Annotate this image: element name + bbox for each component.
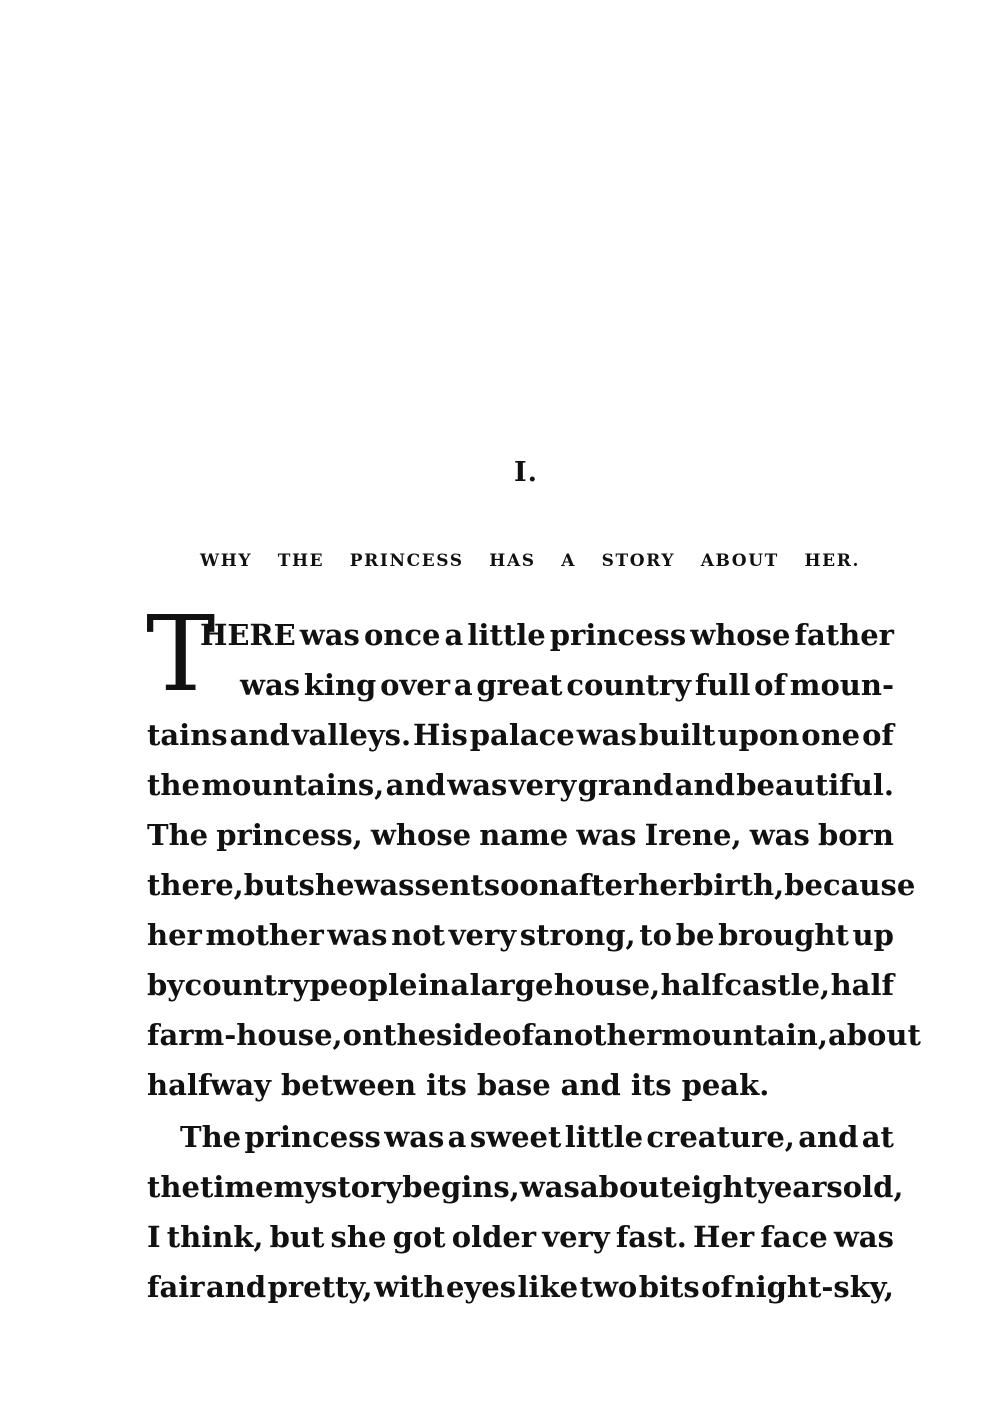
- word: its: [426, 1068, 467, 1102]
- word: princess: [549, 618, 687, 652]
- word: upon: [717, 718, 800, 752]
- word: face: [760, 1220, 828, 1254]
- word: begins,: [402, 1170, 520, 1204]
- word: mountains,: [201, 768, 385, 802]
- word: but: [269, 1220, 325, 1254]
- word: older: [451, 1220, 537, 1254]
- word: about: [827, 1018, 921, 1052]
- word: was: [354, 868, 415, 902]
- text-line: [147, 968, 894, 1008]
- word: moun-: [789, 668, 894, 702]
- word: valleys.: [291, 718, 412, 752]
- word: whose: [690, 618, 791, 652]
- word: was: [833, 1220, 894, 1254]
- word: my: [273, 1170, 322, 1204]
- word: and: [674, 768, 735, 802]
- word: she: [330, 1220, 387, 1254]
- word: years: [757, 1170, 843, 1204]
- word: of: [701, 1270, 734, 1304]
- word: HERE: [200, 618, 296, 652]
- word: a: [447, 1120, 467, 1154]
- text-line: [147, 768, 894, 808]
- word: grand: [577, 768, 674, 802]
- word: and: [206, 1270, 267, 1304]
- word: whose: [370, 818, 472, 852]
- word: to: [639, 918, 673, 952]
- text-line: [147, 1018, 921, 1058]
- word: was: [576, 818, 637, 852]
- word: a: [450, 968, 470, 1002]
- word: pretty,: [267, 1270, 373, 1304]
- word: over: [380, 668, 451, 702]
- chapter-title-word: PRINCESS: [349, 551, 464, 571]
- drop-cap: T: [146, 593, 216, 715]
- word: halfway: [147, 1068, 271, 1102]
- word: once: [363, 618, 441, 652]
- word: built: [638, 718, 716, 752]
- word: peak.: [681, 1068, 770, 1102]
- word: large: [469, 968, 554, 1002]
- chapter-title-word: A: [561, 551, 577, 571]
- word: princess: [244, 1120, 381, 1154]
- word: sent: [414, 868, 484, 902]
- word: The: [180, 1120, 242, 1154]
- word: was: [576, 718, 637, 752]
- word: His: [413, 718, 468, 752]
- word: a: [444, 618, 464, 652]
- word: farm-house,: [147, 1018, 343, 1052]
- word: like: [517, 1270, 579, 1304]
- word: her: [147, 918, 202, 952]
- word: and: [229, 718, 290, 752]
- word: was: [240, 668, 301, 702]
- word: half: [660, 968, 725, 1002]
- chapter-title-word: HAS: [489, 551, 536, 571]
- word: very: [542, 1220, 610, 1254]
- word: birth,: [693, 868, 785, 902]
- word: and: [385, 768, 446, 802]
- word: because: [784, 868, 916, 902]
- word: sweet: [469, 1120, 562, 1154]
- chapter-title-word: HER.: [804, 551, 860, 571]
- word: between: [280, 1068, 417, 1102]
- word: her: [638, 868, 694, 902]
- word: I: [147, 1220, 161, 1254]
- word: got: [392, 1220, 446, 1254]
- word: with: [374, 1270, 445, 1304]
- word: eyes: [445, 1270, 517, 1304]
- word: time: [199, 1170, 274, 1204]
- word: the: [147, 768, 200, 802]
- word: soon: [483, 868, 560, 902]
- word: little: [564, 1120, 644, 1154]
- word: very: [448, 918, 517, 952]
- text-line: [147, 718, 894, 758]
- word: old,: [842, 1170, 904, 1204]
- word: was: [519, 1170, 580, 1204]
- word: name: [479, 818, 569, 852]
- word: up: [852, 918, 894, 952]
- text-line: [147, 1170, 904, 1210]
- word: the: [147, 1170, 200, 1204]
- word: fast.: [615, 1220, 687, 1254]
- word: of: [502, 1018, 534, 1052]
- word: The: [147, 818, 209, 852]
- word: father: [794, 618, 894, 652]
- word: two: [579, 1270, 638, 1304]
- word: and: [798, 1120, 859, 1154]
- word: she: [298, 868, 355, 902]
- word: be: [675, 918, 715, 952]
- word: the: [383, 1018, 437, 1052]
- text-line: [180, 1120, 894, 1160]
- word: side: [436, 1018, 503, 1052]
- word: after: [559, 868, 639, 902]
- word: of: [754, 668, 786, 702]
- word: princess,: [216, 818, 363, 852]
- word: castle,: [724, 968, 831, 1002]
- word: country: [566, 668, 692, 702]
- word: was: [749, 818, 810, 852]
- word: very: [508, 768, 577, 802]
- word: about: [579, 1170, 673, 1204]
- word: little: [467, 618, 546, 652]
- chapter-title-word: THE: [277, 551, 325, 571]
- word: Irene,: [644, 818, 742, 852]
- word: tains: [147, 718, 228, 752]
- word: people: [309, 968, 418, 1002]
- word: of: [862, 718, 894, 752]
- word: a: [453, 668, 473, 702]
- word: one: [801, 718, 861, 752]
- word: Her: [693, 1220, 755, 1254]
- word: strong,: [519, 918, 636, 952]
- word: eight: [672, 1170, 757, 1204]
- word: palace: [469, 718, 575, 752]
- word: bits: [638, 1270, 700, 1304]
- word: and: [560, 1068, 621, 1102]
- word: mountain,: [661, 1018, 828, 1052]
- chapter-title-word: STORY: [601, 551, 676, 571]
- word: was: [447, 768, 508, 802]
- word: house,: [553, 968, 661, 1002]
- word: night-sky,: [734, 1270, 894, 1304]
- chapter-title-word: ABOUT: [700, 551, 779, 571]
- word: on: [342, 1018, 384, 1052]
- word: mother: [205, 918, 324, 952]
- word: half: [830, 968, 894, 1002]
- word: was: [299, 618, 360, 652]
- word: in: [417, 968, 450, 1002]
- word: was: [327, 918, 388, 952]
- word: think,: [166, 1220, 264, 1254]
- word: story: [321, 1170, 403, 1204]
- word: born: [817, 818, 894, 852]
- text-line: [147, 1220, 894, 1260]
- word: full: [694, 668, 751, 702]
- text-line: [147, 868, 916, 908]
- chapter-title-word: WHY: [200, 551, 253, 571]
- word: country: [184, 968, 310, 1002]
- word: not: [391, 918, 446, 952]
- text-line: [240, 668, 894, 708]
- word: its: [630, 1068, 672, 1102]
- word: another: [533, 1018, 662, 1052]
- word: creature,: [646, 1120, 795, 1154]
- text-line: [147, 1270, 894, 1310]
- word: at: [861, 1120, 894, 1154]
- word: but: [243, 868, 299, 902]
- word: fair: [147, 1270, 205, 1304]
- word: brought: [718, 918, 849, 952]
- word: great: [476, 668, 563, 702]
- chapter-number: I.: [513, 457, 539, 488]
- text-line: [147, 1068, 894, 1108]
- word: was: [384, 1120, 445, 1154]
- word: beautiful.: [736, 768, 894, 802]
- word: base: [476, 1068, 551, 1102]
- word: king: [303, 668, 377, 702]
- chapter-title: [200, 551, 860, 571]
- text-line: [147, 818, 894, 858]
- word: by: [147, 968, 185, 1002]
- word: there,: [147, 868, 244, 902]
- text-line: [147, 918, 894, 958]
- text-line: [200, 618, 894, 658]
